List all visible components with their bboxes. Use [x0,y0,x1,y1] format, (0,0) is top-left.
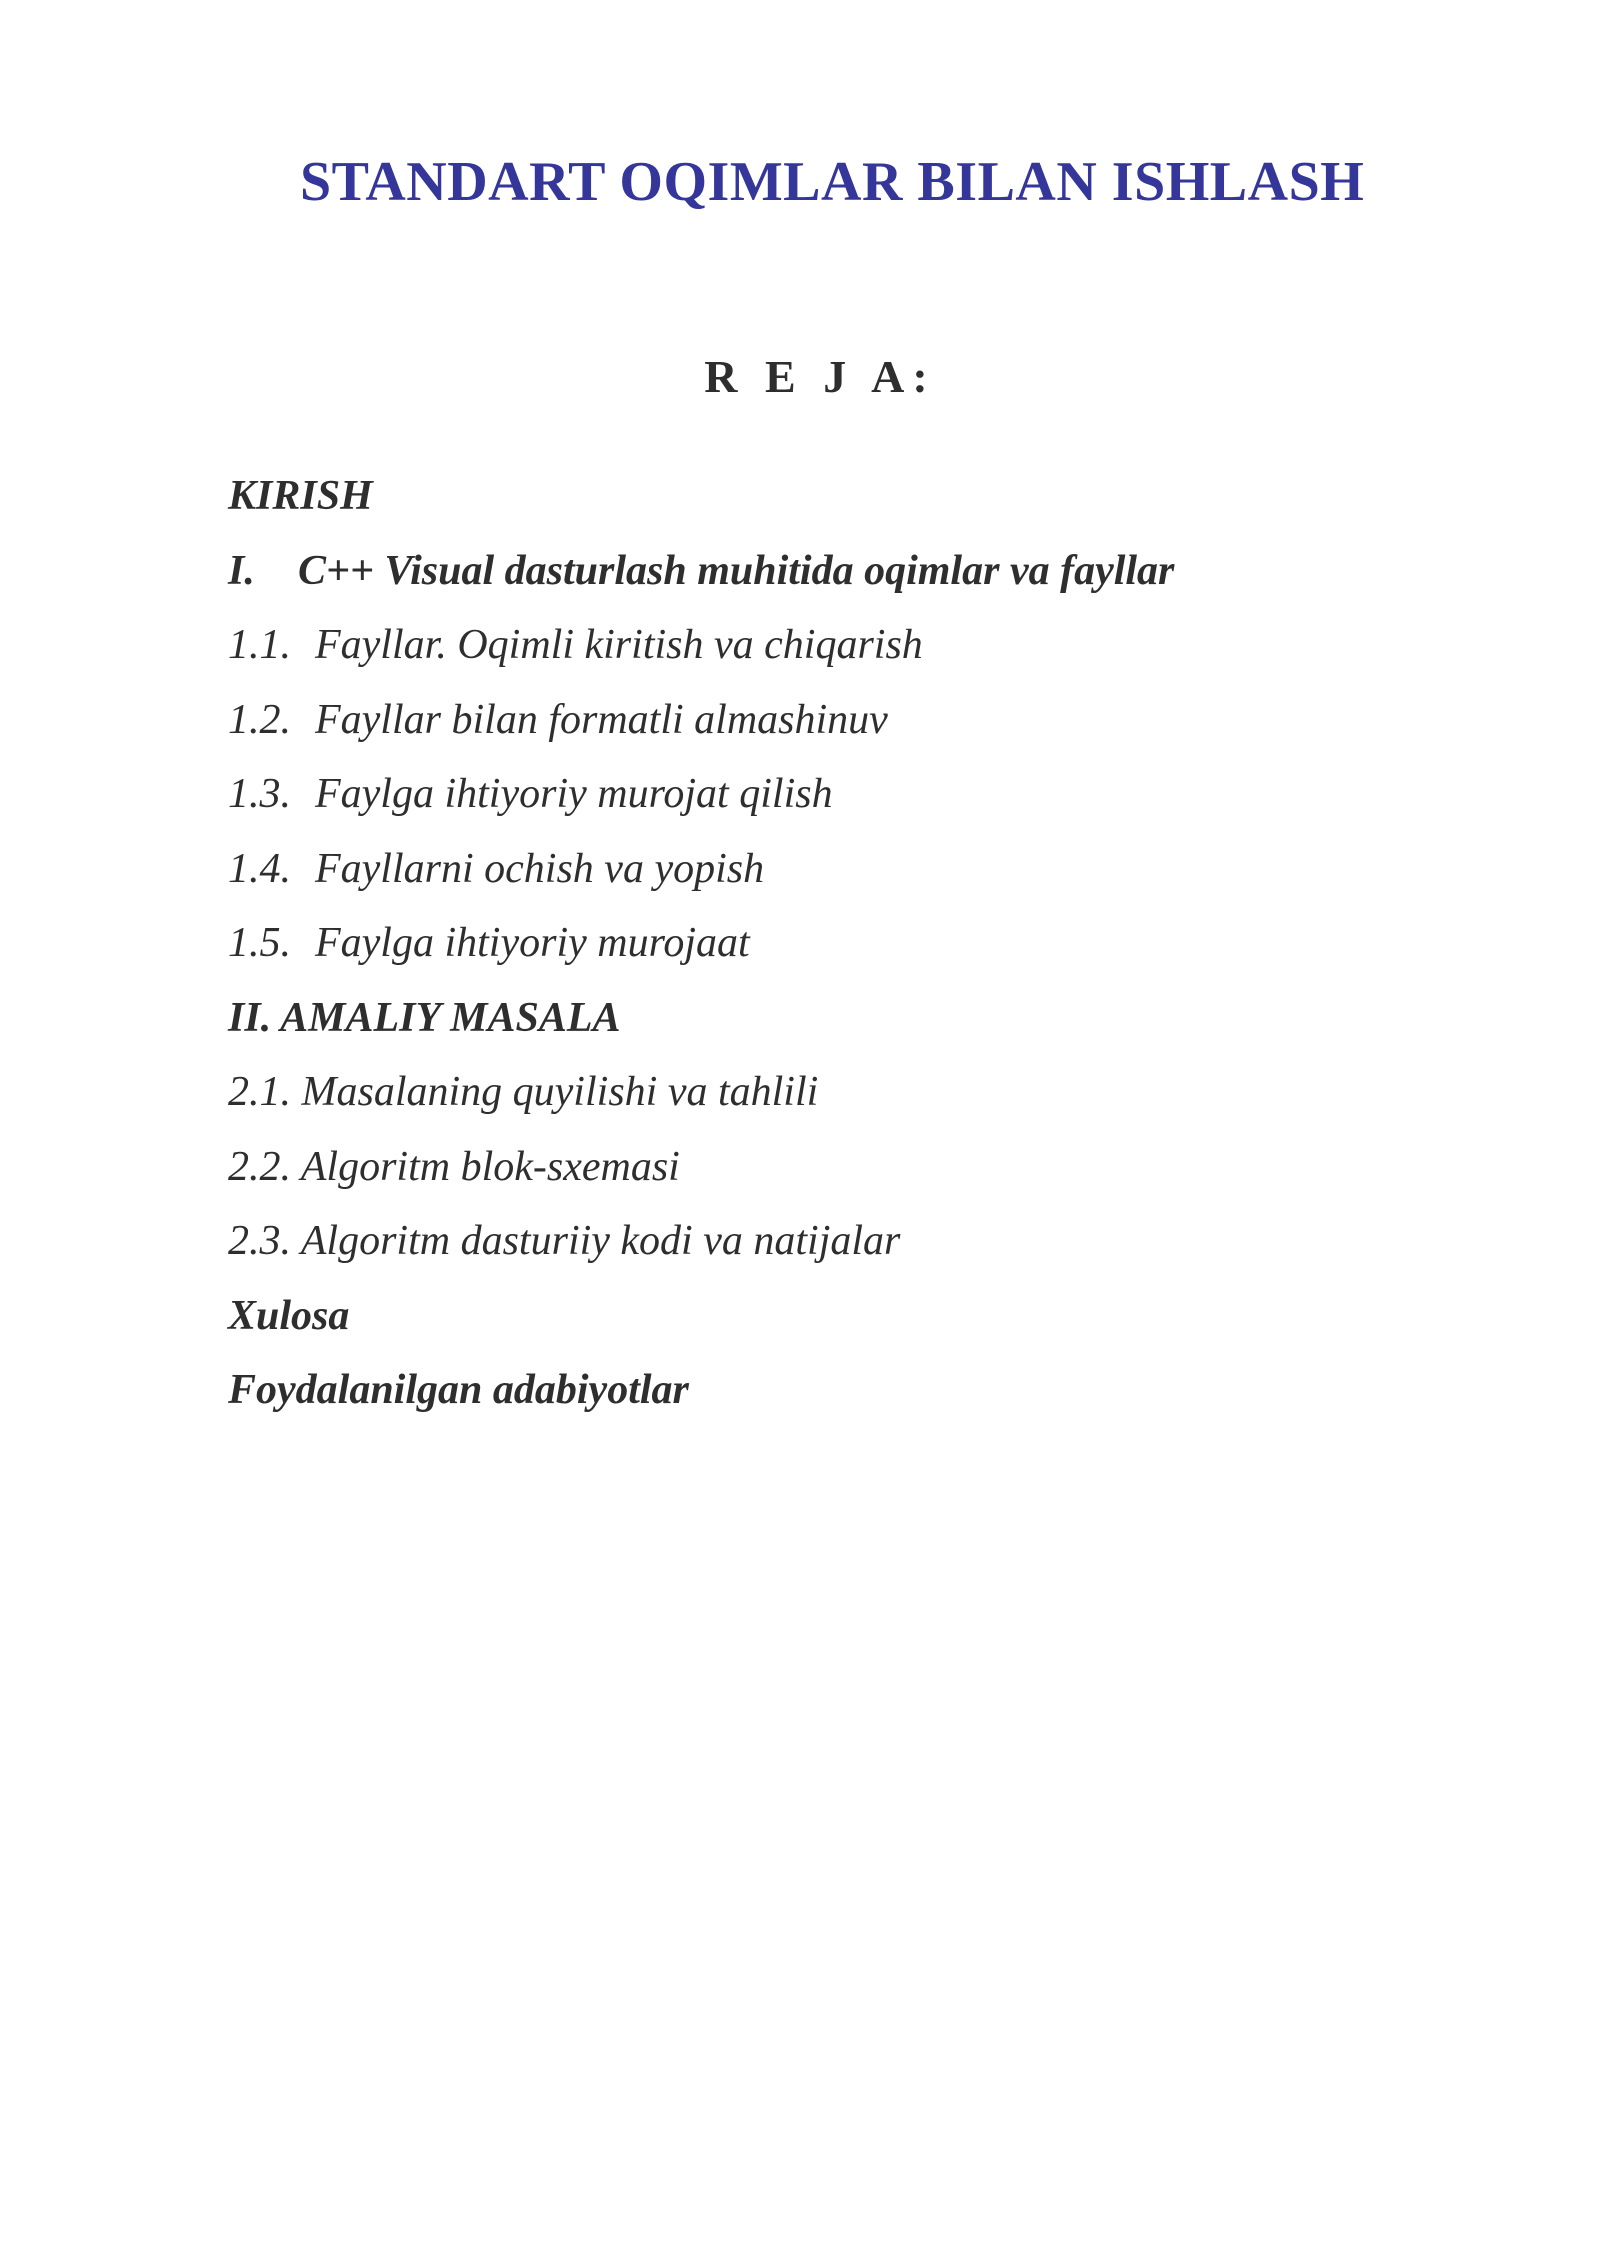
toc-item [228,1288,1428,1363]
toc-item [228,990,1428,1065]
toc-item [228,766,1428,841]
toc-item [228,468,1428,543]
toc-item [228,1213,1428,1288]
toc-item-text: Faylga ihtiyoriy murojat qilish [315,771,833,817]
toc-item [228,915,1428,990]
toc-item-text: Foydalanilgan adabiyotlar [228,1367,689,1413]
document-title: STANDART OQIMLAR BILAN ISHLASH [300,151,1365,213]
toc-item-text: C++ Visual dasturlash muhitida oqimlar va fayllar [298,547,1175,594]
toc-item [228,841,1428,916]
plan-heading: R E J A: [704,351,936,402]
toc-item [228,1064,1428,1139]
toc-item-text: Fayllar. Oqimli kiritish va chiqarish [315,622,923,668]
toc-item-number: 1.5. [228,920,291,966]
toc-item-number: 1.4. [228,845,291,892]
toc-item [228,617,1428,692]
toc-item-text: Fayllar bilan formatli almashinuv [315,696,888,743]
toc-item [228,1362,1428,1437]
toc-item-text: Fayllarni ochish va yopish [315,845,765,892]
table-of-contents [228,468,1428,1437]
toc-item-number: I. [228,547,255,594]
toc-item [228,543,1428,618]
toc-item [228,692,1428,767]
toc-item-text: 2.2. Algoritm blok-sxemasi [228,1143,680,1190]
toc-item-number: 1.3. [228,771,291,817]
toc-item-number: 1.2. [228,696,291,743]
toc-item-text: Xulosa [228,1292,350,1339]
toc-item-text: Faylga ihtiyoriy murojaat [315,920,750,966]
toc-item-text: II. AMALIY MASALA [228,994,621,1041]
toc-item-number: 1.1. [228,622,291,668]
toc-item-text: 2.1. Masalaning quyilishi va tahlili [228,1069,819,1115]
toc-item-text: KIRISH [228,473,373,519]
toc-item-text: 2.3. Algoritm dasturiiy kodi va natijalar [228,1218,901,1264]
toc-item [228,1139,1428,1214]
